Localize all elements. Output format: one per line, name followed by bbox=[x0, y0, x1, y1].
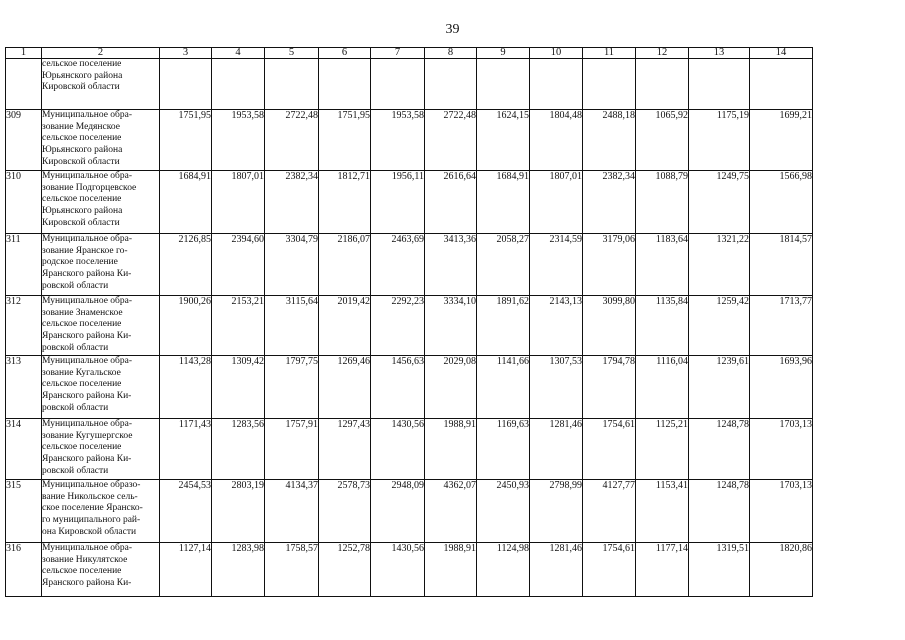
value-cell: 1281,46 bbox=[530, 543, 583, 597]
value-cell: 2463,69 bbox=[371, 234, 425, 296]
value-cell: 1143,28 bbox=[160, 356, 212, 419]
value-cell: 1297,43 bbox=[319, 419, 371, 480]
table-body bbox=[6, 59, 813, 597]
municipality-name-cell: сельское поселение Юрьянского района Кировской области bbox=[42, 59, 160, 110]
value-cell: 3413,36 bbox=[425, 234, 477, 296]
value-cell: 2803,19 bbox=[212, 480, 265, 543]
value-cell: 1141,66 bbox=[477, 356, 530, 419]
value-cell: 2019,42 bbox=[319, 296, 371, 356]
value-cell bbox=[636, 59, 689, 110]
value-cell: 1566,98 bbox=[750, 171, 813, 234]
row-number-cell: 313 bbox=[6, 356, 42, 419]
value-cell bbox=[689, 59, 750, 110]
value-cell: 3304,79 bbox=[265, 234, 319, 296]
value-cell: 2798,99 bbox=[530, 480, 583, 543]
value-cell: 2143,13 bbox=[530, 296, 583, 356]
row-number-cell: 315 bbox=[6, 480, 42, 543]
value-cell: 1307,53 bbox=[530, 356, 583, 419]
value-cell: 2578,73 bbox=[319, 480, 371, 543]
value-cell: 1754,61 bbox=[583, 419, 636, 480]
value-cell: 1125,21 bbox=[636, 419, 689, 480]
column-header: 8 bbox=[425, 48, 477, 59]
municipality-name-cell: Муниципальное обра- зование Яранское го- родское поселение Яранского района Ки- ровской области bbox=[42, 234, 160, 296]
value-cell bbox=[160, 59, 212, 110]
value-cell: 1269,46 bbox=[319, 356, 371, 419]
value-cell: 1812,71 bbox=[319, 171, 371, 234]
table-row bbox=[6, 59, 813, 110]
value-cell: 1321,22 bbox=[689, 234, 750, 296]
value-cell: 1684,91 bbox=[477, 171, 530, 234]
row-number-cell: 312 bbox=[6, 296, 42, 356]
value-cell: 1757,91 bbox=[265, 419, 319, 480]
value-cell: 2616,64 bbox=[425, 171, 477, 234]
column-header: 2 bbox=[42, 48, 160, 59]
municipality-name-cell: Муниципальное обра- зование Кугальское сельское поселение Яранского района Ки- ровской области bbox=[42, 356, 160, 419]
row-number-cell bbox=[6, 59, 42, 110]
value-cell: 4127,77 bbox=[583, 480, 636, 543]
value-cell: 1703,13 bbox=[750, 419, 813, 480]
value-cell: 1988,91 bbox=[425, 543, 477, 597]
value-cell: 2454,53 bbox=[160, 480, 212, 543]
value-cell: 1988,91 bbox=[425, 419, 477, 480]
value-cell bbox=[530, 59, 583, 110]
page-number: 39 bbox=[445, 22, 460, 37]
value-cell: 1169,63 bbox=[477, 419, 530, 480]
column-header: 6 bbox=[319, 48, 371, 59]
row-number-cell: 311 bbox=[6, 234, 42, 296]
value-cell bbox=[319, 59, 371, 110]
value-cell: 1891,62 bbox=[477, 296, 530, 356]
value-cell: 2029,08 bbox=[425, 356, 477, 419]
value-cell bbox=[750, 59, 813, 110]
municipality-name-cell: Муниципальное обра- зование Никулятское сельское поселение Яранского района Ки- bbox=[42, 543, 160, 597]
value-cell: 1430,56 bbox=[371, 419, 425, 480]
column-header: 5 bbox=[265, 48, 319, 59]
value-cell: 3334,10 bbox=[425, 296, 477, 356]
value-cell: 2126,85 bbox=[160, 234, 212, 296]
value-cell: 1684,91 bbox=[160, 171, 212, 234]
value-cell: 2488,18 bbox=[583, 110, 636, 171]
table-row bbox=[6, 543, 813, 597]
value-cell: 1171,43 bbox=[160, 419, 212, 480]
value-cell: 1177,14 bbox=[636, 543, 689, 597]
value-cell: 1248,78 bbox=[689, 480, 750, 543]
value-cell: 1088,79 bbox=[636, 171, 689, 234]
value-cell: 1758,57 bbox=[265, 543, 319, 597]
row-number-cell: 316 bbox=[6, 543, 42, 597]
value-cell: 2450,93 bbox=[477, 480, 530, 543]
municipality-name-cell: Муниципальное обра- зование Подгорцевское сельское поселение Юрьянского района Кировской области bbox=[42, 171, 160, 234]
value-cell: 1248,78 bbox=[689, 419, 750, 480]
header-row bbox=[6, 48, 813, 59]
value-cell: 1259,42 bbox=[689, 296, 750, 356]
value-cell: 2948,09 bbox=[371, 480, 425, 543]
value-cell: 1820,86 bbox=[750, 543, 813, 597]
value-cell: 1065,92 bbox=[636, 110, 689, 171]
value-cell: 4134,37 bbox=[265, 480, 319, 543]
column-header: 4 bbox=[212, 48, 265, 59]
value-cell: 1807,01 bbox=[530, 171, 583, 234]
value-cell: 3099,80 bbox=[583, 296, 636, 356]
value-cell: 1814,57 bbox=[750, 234, 813, 296]
municipality-name-cell: Муниципальное обра- зование Знаменское сельское поселение Яранского района Ки- ровской области bbox=[42, 296, 160, 356]
value-cell: 1900,26 bbox=[160, 296, 212, 356]
column-header: 11 bbox=[583, 48, 636, 59]
value-cell bbox=[371, 59, 425, 110]
table-row bbox=[6, 296, 813, 356]
value-cell: 1175,19 bbox=[689, 110, 750, 171]
table-row bbox=[6, 110, 813, 171]
table-row bbox=[6, 419, 813, 480]
value-cell: 2153,21 bbox=[212, 296, 265, 356]
value-cell: 1124,98 bbox=[477, 543, 530, 597]
value-cell: 1624,15 bbox=[477, 110, 530, 171]
value-cell: 1804,48 bbox=[530, 110, 583, 171]
value-cell: 1797,75 bbox=[265, 356, 319, 419]
value-cell: 2722,48 bbox=[425, 110, 477, 171]
value-cell: 2382,34 bbox=[265, 171, 319, 234]
value-cell bbox=[425, 59, 477, 110]
value-cell: 2382,34 bbox=[583, 171, 636, 234]
value-cell: 1283,98 bbox=[212, 543, 265, 597]
column-header: 1 bbox=[6, 48, 42, 59]
value-cell: 1281,46 bbox=[530, 419, 583, 480]
value-cell: 1754,61 bbox=[583, 543, 636, 597]
value-cell: 1135,84 bbox=[636, 296, 689, 356]
value-cell: 1953,58 bbox=[212, 110, 265, 171]
column-header: 9 bbox=[477, 48, 530, 59]
value-cell bbox=[265, 59, 319, 110]
value-cell: 1751,95 bbox=[319, 110, 371, 171]
column-header: 10 bbox=[530, 48, 583, 59]
value-cell: 1699,21 bbox=[750, 110, 813, 171]
column-header: 12 bbox=[636, 48, 689, 59]
value-cell: 1183,64 bbox=[636, 234, 689, 296]
column-header: 7 bbox=[371, 48, 425, 59]
value-cell: 1283,56 bbox=[212, 419, 265, 480]
value-cell: 3115,64 bbox=[265, 296, 319, 356]
value-cell: 1127,14 bbox=[160, 543, 212, 597]
value-cell: 1309,42 bbox=[212, 356, 265, 419]
value-cell: 1956,11 bbox=[371, 171, 425, 234]
column-header: 13 bbox=[689, 48, 750, 59]
value-cell: 1456,63 bbox=[371, 356, 425, 419]
table-row bbox=[6, 234, 813, 296]
value-cell: 1249,75 bbox=[689, 171, 750, 234]
value-cell: 3179,06 bbox=[583, 234, 636, 296]
value-cell: 2394,60 bbox=[212, 234, 265, 296]
table-row bbox=[6, 171, 813, 234]
value-cell bbox=[212, 59, 265, 110]
column-header: 3 bbox=[160, 48, 212, 59]
value-cell: 1430,56 bbox=[371, 543, 425, 597]
value-cell: 1703,13 bbox=[750, 480, 813, 543]
municipality-name-cell: Муниципальное обра- зование Медянское сельское поселение Юрьянского района Кировской области bbox=[42, 110, 160, 171]
value-cell: 1713,77 bbox=[750, 296, 813, 356]
row-number-cell: 314 bbox=[6, 419, 42, 480]
value-cell: 1252,78 bbox=[319, 543, 371, 597]
table-row bbox=[6, 356, 813, 419]
municipality-name-cell: Муниципальное образо- вание Никольское сель- ское поселение Яранско- го муниципального рай- она Кировской области bbox=[42, 480, 160, 543]
value-cell: 1807,01 bbox=[212, 171, 265, 234]
value-cell: 1116,04 bbox=[636, 356, 689, 419]
value-cell bbox=[583, 59, 636, 110]
value-cell: 1794,78 bbox=[583, 356, 636, 419]
value-cell: 1319,51 bbox=[689, 543, 750, 597]
value-cell: 2292,23 bbox=[371, 296, 425, 356]
table-row bbox=[6, 480, 813, 543]
value-cell: 2058,27 bbox=[477, 234, 530, 296]
value-cell: 1693,96 bbox=[750, 356, 813, 419]
value-cell: 4362,07 bbox=[425, 480, 477, 543]
value-cell: 2314,59 bbox=[530, 234, 583, 296]
value-cell: 1153,41 bbox=[636, 480, 689, 543]
data-table bbox=[5, 47, 813, 597]
row-number-cell: 310 bbox=[6, 171, 42, 234]
value-cell bbox=[477, 59, 530, 110]
column-header: 14 bbox=[750, 48, 813, 59]
row-number-cell: 309 bbox=[6, 110, 42, 171]
value-cell: 2722,48 bbox=[265, 110, 319, 171]
municipality-name-cell: Муниципальное обра- зование Кугушергское сельское поселение Яранского района Ки- ровской области bbox=[42, 419, 160, 480]
value-cell: 1751,95 bbox=[160, 110, 212, 171]
value-cell: 2186,07 bbox=[319, 234, 371, 296]
value-cell: 1953,58 bbox=[371, 110, 425, 171]
value-cell: 1239,61 bbox=[689, 356, 750, 419]
